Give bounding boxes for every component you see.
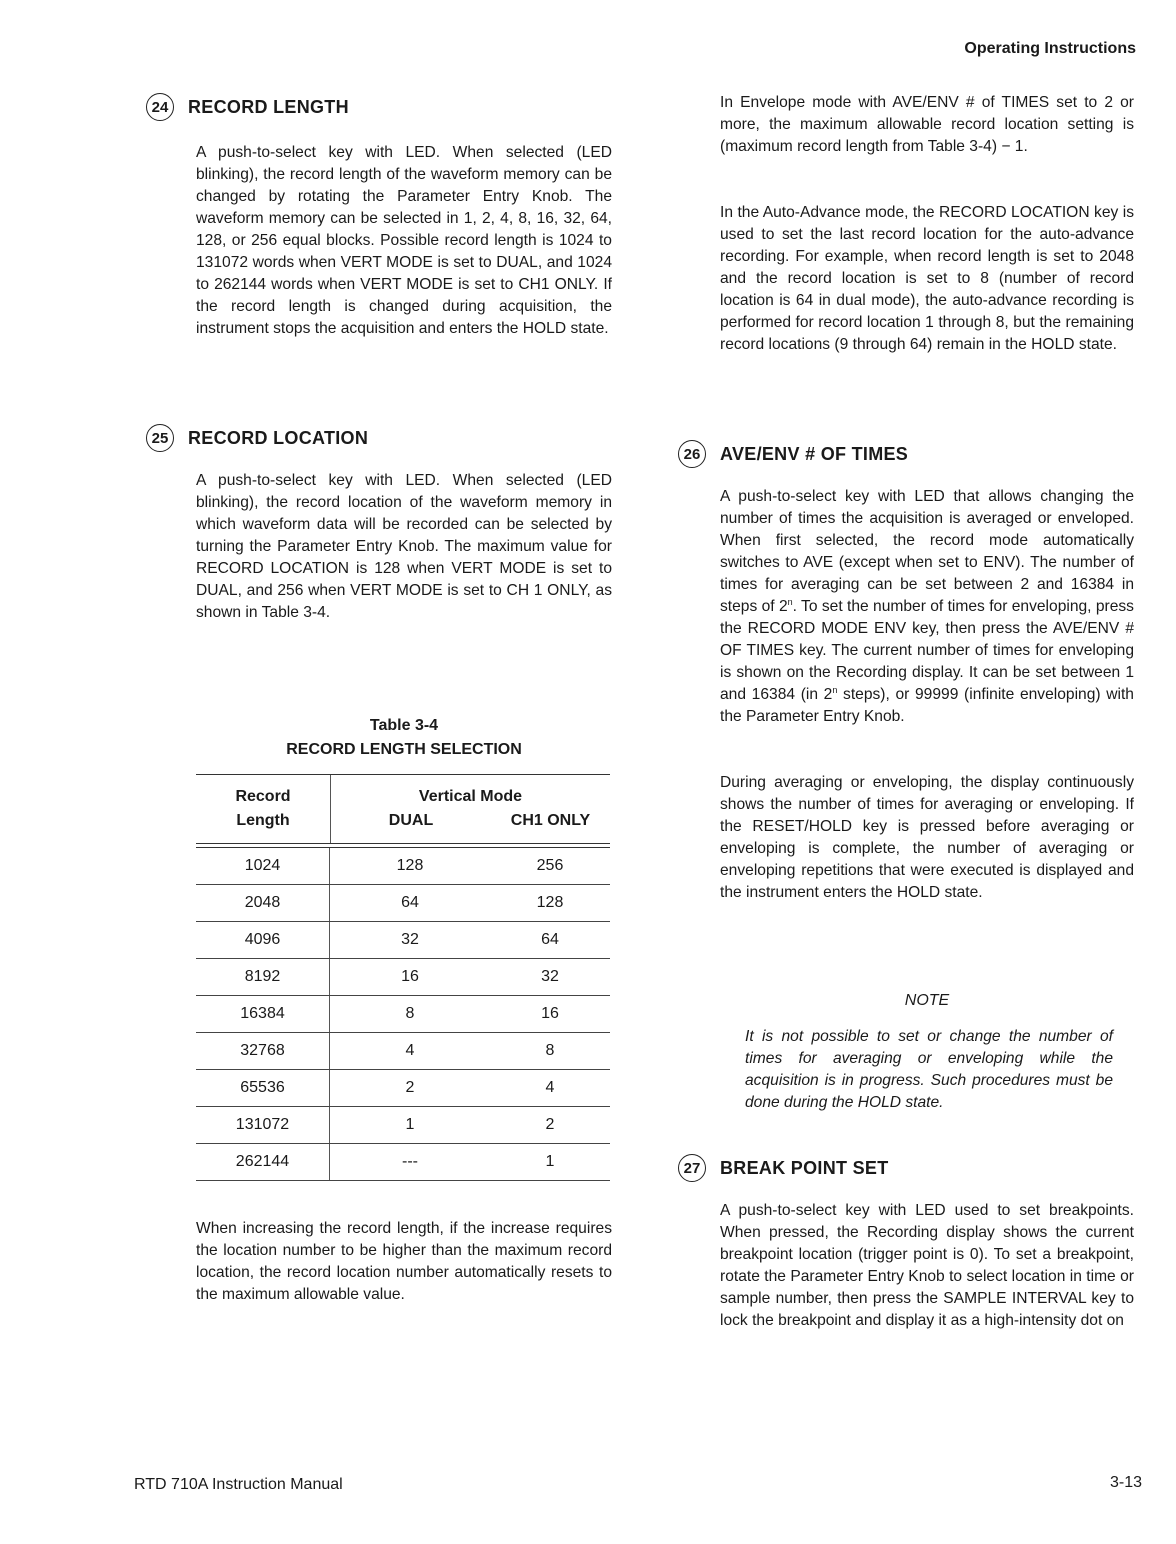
table-row — [196, 1144, 610, 1181]
section-title: RECORD LENGTH — [188, 96, 349, 117]
section-25-heading — [146, 424, 368, 452]
section-number-badge: 24 — [146, 93, 174, 121]
header-length-text: Length — [236, 812, 290, 829]
footer-manual-title: RTD 710A Instruction Manual — [134, 1476, 343, 1493]
section-26-body-2: During averaging or enveloping, the display continuously shows the number of times for averaging or enveloping. If the RESET/HOLD key is pressed before averaging or enveloping is complete, the number of averaging or enveloping repetitions that were executed is displayed and the instrument enters the HOLD state. — [720, 774, 1134, 901]
section-title: BREAK POINT SET — [720, 1157, 889, 1178]
table-number: Table 3-4 — [369, 717, 439, 734]
cell-ch1-only: 64 — [541, 931, 559, 948]
header-dual: DUAL — [388, 812, 434, 829]
section-number-badge: 27 — [678, 1154, 706, 1182]
header-ch1-only: CH1 ONLY — [510, 812, 591, 829]
table-row — [196, 848, 610, 885]
cell-record-length: 2048 — [196, 885, 330, 921]
running-header: Operating Instructions — [964, 40, 1136, 57]
body-text: . To set the number of times for enveloping, press the RECORD MODE ENV key, then press the AVE/ENV # OF TIMES key. The current number of times for enveloping is shown on the Recording display. It can be set between 1 and 16384 (in 2 — [720, 598, 1134, 703]
table-header — [196, 774, 610, 843]
section-number-badge: 26 — [678, 440, 706, 468]
table-row — [196, 959, 610, 996]
section-25-body: A push-to-select key with LED. When selected (LED blinking), the record location of the waveform memory in which waveform data will be recorded can be selected by turning the Parameter Entry Knob. The maximum value for RECORD LOCATION is 128 when VERT MODE is set to DUAL, and 256 when VERT MODE is set to CH 1 ONLY, as shown in Table 3-4. — [196, 472, 612, 621]
cell-dual: 64 — [401, 894, 419, 911]
superscript: n — [832, 684, 838, 695]
section-title: RECORD LOCATION — [188, 427, 369, 448]
section-number-badge: 25 — [146, 424, 174, 452]
cell-record-length: 131072 — [196, 1107, 330, 1143]
table-row — [196, 996, 610, 1033]
section-26-body — [720, 486, 1134, 728]
cell-ch1-only: 8 — [545, 1042, 555, 1059]
record-length-table — [196, 774, 610, 1181]
table-row — [196, 1070, 610, 1107]
cell-ch1-only: 4 — [545, 1079, 555, 1096]
cell-ch1-only: 128 — [536, 894, 564, 911]
section-27-body: A push-to-select key with LED used to set breakpoints. When pressed, the Recording display shows the current breakpoint location (trigger point is 0). To set a breakpoint, rotate the Parameter Entry Knob to select location in time or sample number, then press the SAMPLE INTERVAL key to lock the breakpoint and display it as a high-intensity dot on — [720, 1202, 1134, 1329]
cell-record-length: 32768 — [196, 1033, 330, 1069]
header-group-label: Vertical Mode — [418, 788, 523, 805]
table-row — [196, 1033, 610, 1070]
cell-ch1-only: 16 — [541, 1005, 559, 1022]
cell-dual: --- — [402, 1153, 418, 1170]
note-title: NOTE — [904, 992, 950, 1009]
body-text: steps), or 99999 (infinite enveloping) with the Parameter Entry Knob. — [720, 686, 1134, 725]
cell-record-length: 16384 — [196, 996, 330, 1032]
cell-dual: 1 — [405, 1116, 415, 1133]
cell-record-length: 262144 — [196, 1144, 330, 1180]
header-record-text: Record — [235, 788, 291, 805]
table-caption — [196, 714, 612, 762]
cell-dual: 8 — [405, 1005, 415, 1022]
cell-ch1-only: 1 — [545, 1153, 555, 1170]
cell-ch1-only: 256 — [536, 857, 564, 874]
cell-record-length: 65536 — [196, 1070, 330, 1106]
section-title: AVE/ENV # OF TIMES — [720, 443, 909, 464]
auto-advance-paragraph: In the Auto-Advance mode, the RECORD LOCATION key is used to set the last record location for the auto-advance recording. For example, when record length is set to 2048 and the record location is set to 8 (number of record location is 64 in dual mode), the auto-advance recording is performed for record location 1 through 8, but the remaining record locations (9 through 64) remain in the HOLD state. — [720, 204, 1134, 353]
header-record-length — [196, 775, 331, 843]
superscript: n — [787, 596, 793, 607]
body-text: A push-to-select key with LED that allows changing the number of times the acquisition is averaged or enveloped. When first selected, the record mode automatically switches to AVE (except when set to ENV). The number of times for averaging can be set between 2 and 16384 in steps of 2 — [720, 488, 1134, 615]
table-row — [196, 922, 610, 959]
cell-dual: 128 — [396, 857, 424, 874]
after-table-text: When increasing the record length, if the increase requires the location number to be higher than the maximum record location, the record location number automatically resets to the maximum allowable value. — [196, 1220, 612, 1303]
cell-dual: 2 — [405, 1079, 415, 1096]
header-vertical-mode — [331, 775, 610, 843]
table-row — [196, 1107, 610, 1144]
cell-dual: 32 — [401, 931, 419, 948]
footer-page-number: 3-13 — [1109, 1474, 1142, 1491]
cell-record-length: 8192 — [196, 959, 330, 995]
cell-ch1-only: 2 — [545, 1116, 555, 1133]
cell-dual: 16 — [401, 968, 419, 985]
note-body: It is not possible to set or change the number of times for averaging or enveloping while the acquisition is in progress. Such procedures must be done during the HOLD state. — [745, 1028, 1113, 1111]
table-body — [196, 848, 610, 1181]
table-title: RECORD LENGTH SELECTION — [286, 741, 522, 758]
section-27-heading — [678, 1154, 889, 1182]
cell-record-length: 4096 — [196, 922, 330, 958]
cell-record-length: 1024 — [196, 848, 330, 884]
section-24-heading — [146, 93, 349, 121]
cell-dual: 4 — [405, 1042, 415, 1059]
cell-ch1-only: 32 — [541, 968, 559, 985]
section-24-body: A push-to-select key with LED. When selected (LED blinking), the record length of the waveform memory can be changed by rotating the Parameter Entry Knob. The waveform memory can be selected in 1, 2, 4, 8, 16, 32, 64, 128, or 256 equal blocks. Possible record length is 1024 to 131072 words when VERT MODE is set to DUAL, and 1024 to 262144 words when VERT MODE is set to CH1 ONLY. If the record length is changed during acquisition, the instrument stops the acquisition and enters the HOLD state. — [196, 144, 612, 337]
envelope-mode-paragraph: In Envelope mode with AVE/ENV # of TIMES set to 2 or more, the maximum allowable record location setting is (maximum record length from Table 3-4) − 1. — [720, 94, 1134, 155]
section-26-heading — [678, 440, 908, 468]
table-row — [196, 885, 610, 922]
